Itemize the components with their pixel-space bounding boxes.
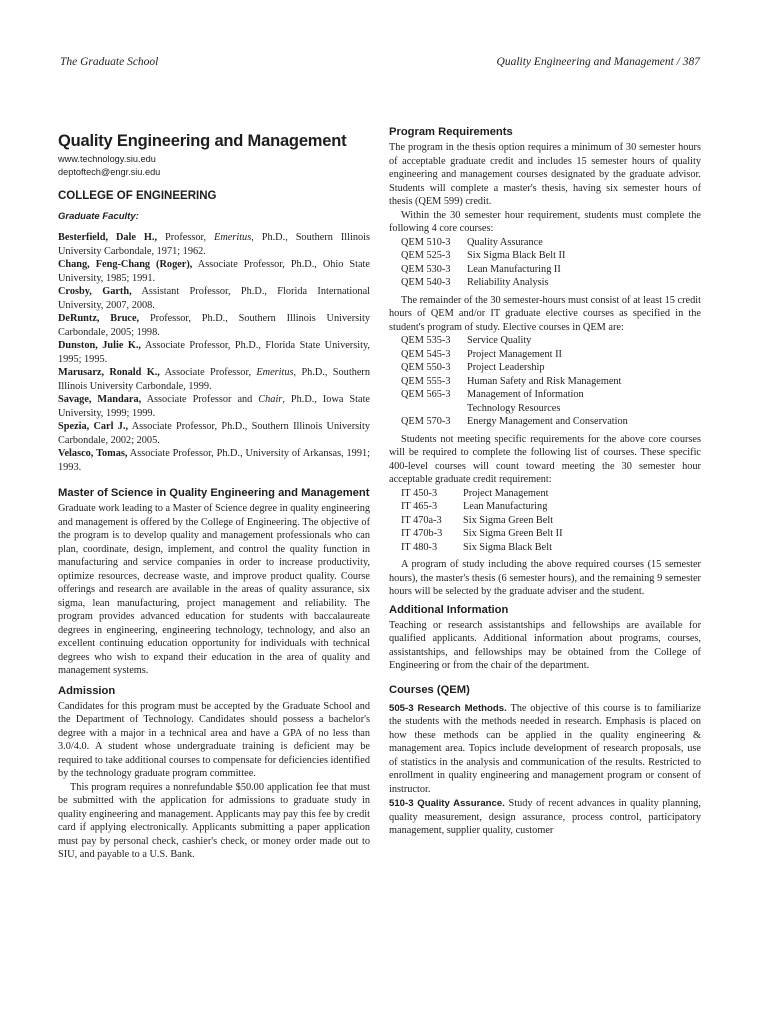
faculty-entry: Crosby, Garth, Assistant Professor, Ph.D., Florida International University, 2007, 2008.	[58, 286, 370, 311]
left-column	[58, 125, 370, 862]
requirements-paragraph-3: The remainder of the 30 semester-hours must consist of at least 15 credit hours of QEM and/or IT graduate elective courses as specified in the student's program of study. Elective courses in QEM are:	[389, 294, 701, 333]
courses-heading: Courses (QEM)	[389, 683, 470, 696]
requirements-paragraph-2: Within the 30 semester hour requirement, students must complete the following 4 core courses:	[389, 209, 701, 234]
course-entry: 505-3 Research Methods. The objective of this course is to familiarize the students with the methods needed in research. Emphasis is placed on how these methods can be applied in the quality engineering & management area. Topics include development of research proposals, use of statistics in the analysis and communication of the results. Restricted to enrollment in quality engineering and management program or consent of instructor.	[389, 702, 702, 795]
college-heading: COLLEGE OF ENGINEERING	[58, 190, 217, 202]
list-item: QEM 550-3 Project Leadership	[401, 362, 545, 373]
faculty-entry: Velasco, Tomas, Associate Professor, Ph.D., University of Arkansas, 1991; 1993.	[58, 448, 370, 473]
faculty-entry: Dunston, Julie K., Associate Professor, Ph.D., Florida State University, 1995; 1995.	[58, 340, 371, 365]
right-column	[389, 125, 701, 839]
faculty-list	[58, 231, 370, 474]
requirements-heading: Program Requirements	[389, 126, 513, 138]
list-item: QEM 565-3 Management of Information Technology Resources	[401, 389, 584, 414]
email-link[interactable]: deptoftech@engr.siu.edu	[58, 167, 161, 177]
ms-description: Graduate work leading to a Master of Science degree in quality engineering and management is offered by the College of Engineering. The objective of the program is to develop quality and management professionals who can plan, coordinate, design, implement, and control the quality function in manufacturing and service companies in order to increase productivity, optimize resources, decrease waste, and improve product quality. Course offerings and research are available in the areas of quality assurance, six sigma, lean manufacturing, project management and reliability. The program provides advanced education for students with baccalaureate degrees in engineering, engineering technology, technology, and also an excellent continuing education opportunity for individuals with technical degrees who wish to expand their education in the area of quality and management systems.	[58, 503, 370, 676]
faculty-entry: Savage, Mandara, Associate Professor and Chair, Ph.D., Iowa State University, 1999; 1999.	[58, 394, 370, 419]
faculty-entry: Chang, Feng-Chang (Roger), Associate Professor, Ph.D., Ohio State University, 1985; 1991.	[58, 259, 370, 284]
it-course-list	[389, 487, 701, 555]
requirements-paragraph-5: A program of study including the above required courses (15 semester hours), the master's thesis (6 semester hours), and the remaining 9 semester hours will be selected by the graduate adviser and the student.	[389, 559, 701, 597]
requirements-paragraph-1: The program in the thesis option requires a minimum of 30 semester hours of acceptable graduate credit and includes 15 semester hours of quality engineering and management courses designated by the graduate advisor. Students will complete a master's thesis, having six semester hours of thesis (QEM 599) credit.	[389, 142, 701, 207]
admission-paragraph-2: This program requires a nonrefundable $50.00 application fee that must be submitted with the application for admissions to graduate study in quality engineering and management. Applicants may pay this fee by credit card if applying electronically. Applicants submitting a paper application must pay by personal check, cashier's check, or money order made out to SIU, and payable to a U.S. Bank.	[58, 781, 370, 860]
admission-paragraph-1: Candidates for this program must be accepted by the Graduate School and the Department of Technology. Candidates should possess a bachelor's degree with a major in a technical area and have a GPA of no less than 3.0/4.0. A student whose undergraduate training is deficient may be required to take additional courses to compensate for deficiencies identified by the technology graduate program committee.	[58, 700, 370, 779]
list-item: QEM 540-3 Reliability Analysis	[401, 277, 549, 288]
list-item: IT 480-3 Six Sigma Black Belt	[401, 541, 552, 553]
faculty-entry: Spezia, Carl J., Associate Professor, Ph.D., Southern Illinois University Carbondale, 2002; 2005.	[58, 421, 371, 446]
list-item: QEM 535-3 Service Quality	[401, 335, 532, 346]
requirements-paragraph-4: Students not meeting specific requirements for the above core courses will be required to complete the following list of courses. These specific 400-level courses will count toward meeting the 30 semester hour acceptable graduate credit requirement:	[389, 433, 701, 485]
list-item: IT 470b-3 Six Sigma Green Belt II	[401, 528, 563, 539]
running-head-right: Quality Engineering and Management / 387	[496, 56, 700, 68]
website-link[interactable]: www.technology.siu.edu	[58, 154, 156, 164]
list-item: QEM 510-3 Quality Assurance	[401, 236, 543, 248]
list-item: QEM 545-3 Project Management II	[401, 348, 562, 360]
faculty-entry: DeRuntz, Bruce, Professor, Ph.D., Southern Illinois University Carbondale, 2005; 1998.	[58, 313, 370, 338]
running-head-left: The Graduate School	[60, 56, 159, 68]
list-item: IT 470a-3 Six Sigma Green Belt	[401, 514, 554, 526]
faculty-entry: Besterfield, Dale H., Professor, Emeritus, Ph.D., Southern Illinois University Carbondale, 1971; 1962.	[58, 232, 370, 257]
page-title: Quality Engineering and Management	[58, 132, 347, 150]
additional-info-text: Teaching or research assistantships and fellowships are available for qualified applicants. Additional information about programs, courses, assistantships, and fellowships may be obtained from the College of Engineering or from the chair of the department.	[389, 619, 701, 671]
course-entry: 510-3 Quality Assurance. Study of recent advances in quality planning, quality measurement, design assurance, process control, participatory management, supplier quality, customer	[389, 798, 702, 836]
list-item: IT 450-3 Project Management	[401, 487, 549, 499]
ms-heading: Master of Science in Quality Engineering and Management	[58, 487, 370, 499]
elective-course-list	[401, 334, 701, 429]
list-item: QEM 525-3 Six Sigma Black Belt II	[401, 250, 566, 261]
list-item: QEM 555-3 Human Safety and Risk Management	[401, 375, 622, 387]
running-head	[60, 56, 700, 72]
admission-heading: Admission	[58, 684, 116, 697]
list-item: IT 465-3 Lean Manufacturing	[401, 501, 548, 512]
core-course-list	[401, 236, 701, 290]
faculty-heading: Graduate Faculty:	[58, 210, 139, 222]
list-item: QEM 530-3 Lean Manufacturing II	[401, 263, 561, 275]
additional-info-heading: Additional Information	[389, 603, 509, 616]
faculty-entry: Marusarz, Ronald K., Associate Professor, Emeritus, Ph.D., Southern Illinois University Carbondale, 1999.	[58, 367, 370, 392]
list-item: QEM 570-3 Energy Management and Conservation	[401, 416, 628, 427]
